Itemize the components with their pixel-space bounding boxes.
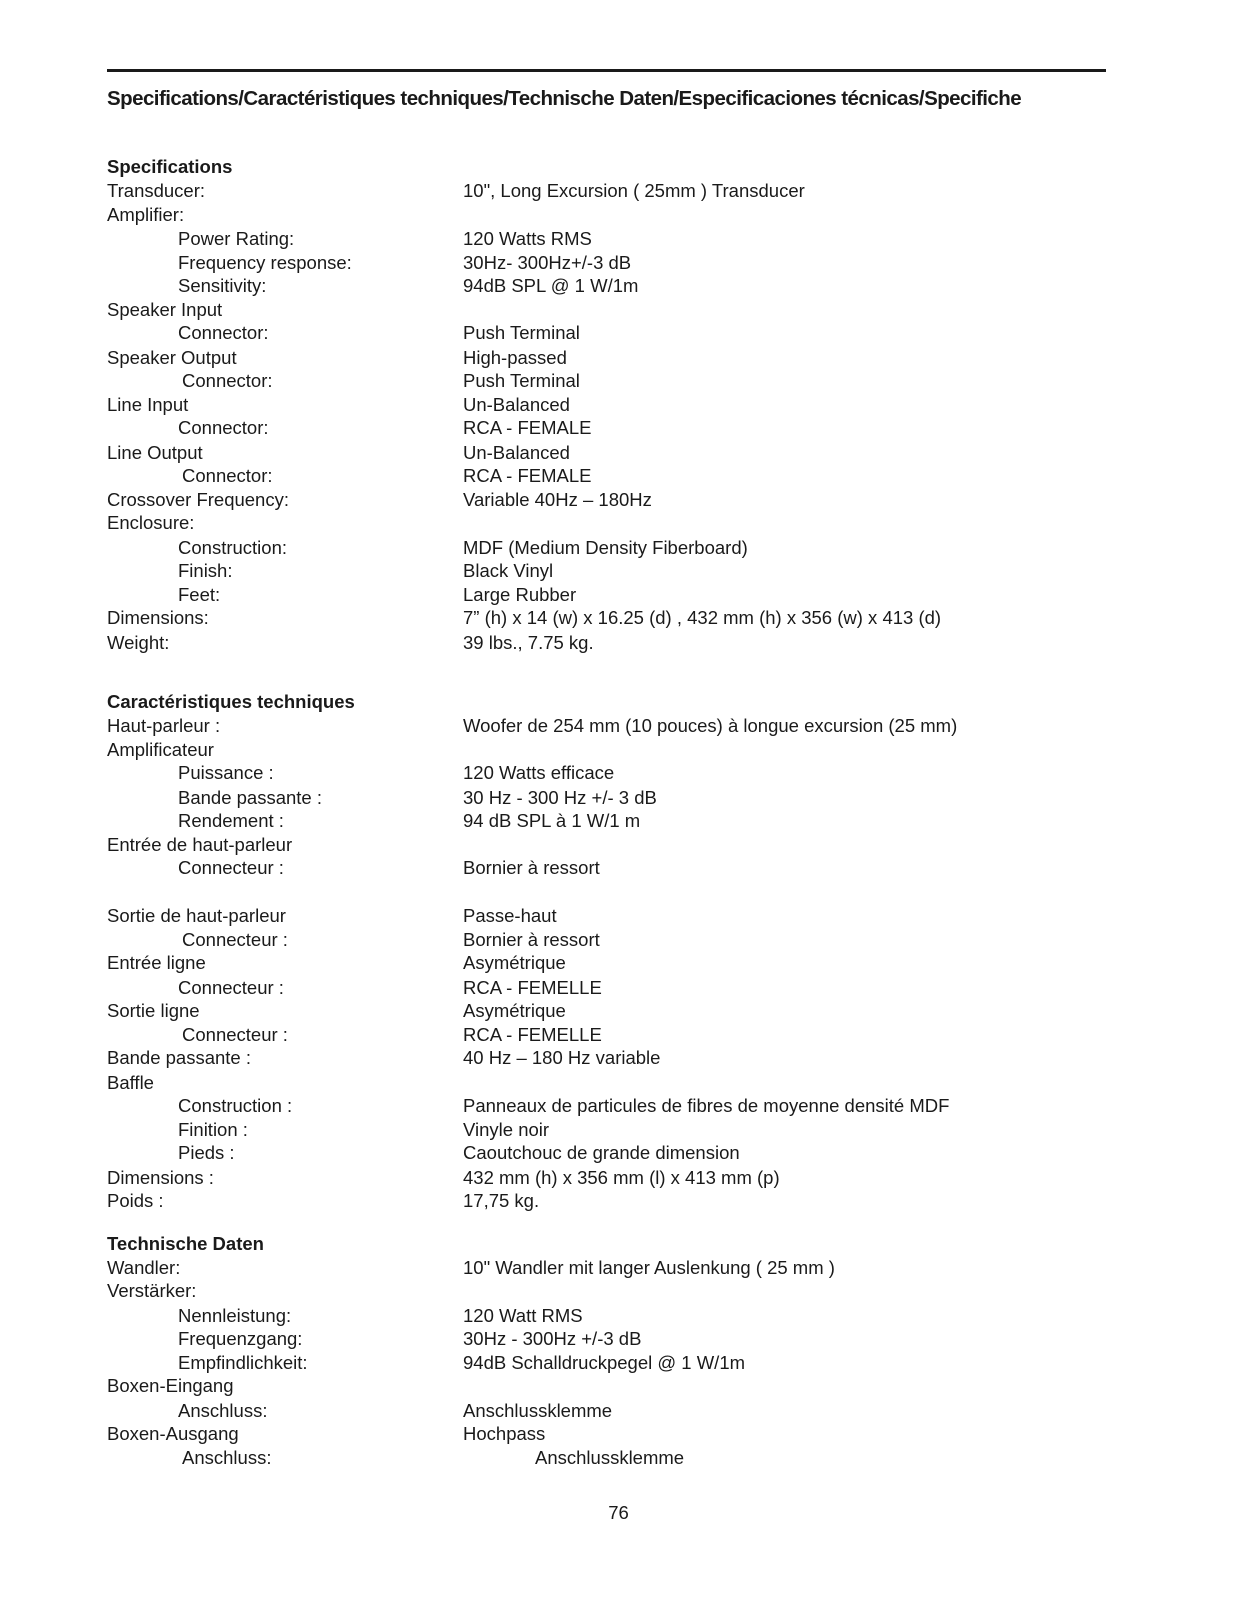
spec-label: Finish: — [178, 560, 233, 581]
spec-label: Amplifier: — [107, 204, 185, 225]
spec-value: 40 Hz – 180 Hz variable — [463, 1047, 661, 1068]
spec-value: Anschlussklemme — [535, 1447, 685, 1468]
spec-label: Wandler: — [107, 1257, 181, 1278]
spec-label: Puissance : — [178, 762, 274, 783]
spec-value: Panneaux de particules de fibres de moyenne densité MDF — [463, 1095, 950, 1116]
spec-value: 94dB SPL @ 1 W/1m — [463, 275, 639, 296]
spec-label: Anschluss: — [182, 1447, 272, 1468]
spec-label: Bande passante : — [178, 787, 322, 808]
spec-value: 30Hz- 300Hz+/-3 dB — [463, 252, 632, 273]
spec-label: Pieds : — [178, 1142, 235, 1163]
spec-label: Sortie de haut-parleur — [107, 905, 286, 926]
spec-value: Passe-haut — [463, 905, 557, 926]
spec-label: Bande passante : — [107, 1047, 251, 1068]
spec-value: 120 Watt RMS — [463, 1305, 583, 1326]
spec-value: 30Hz - 300Hz +/-3 dB — [463, 1328, 642, 1349]
spec-label: Weight: — [107, 632, 170, 653]
spec-value: 17,75 kg. — [463, 1190, 540, 1211]
section-heading-label: Caractéristiques techniques — [107, 691, 355, 712]
spec-value: Large Rubber — [463, 584, 577, 605]
spec-label: Frequenzgang: — [178, 1328, 303, 1349]
spec-label: Crossover Frequency: — [107, 489, 289, 510]
spec-value: MDF (Medium Density Fiberboard) — [463, 537, 748, 558]
spec-label: Connecteur : — [178, 857, 284, 878]
spec-label: Connector: — [182, 465, 273, 486]
spec-value: 10" Wandler mit langer Auslenkung ( 25 mm ) — [463, 1257, 835, 1278]
spec-label: Rendement : — [178, 810, 284, 831]
spec-label: Empfindlichkeit: — [178, 1352, 308, 1373]
spec-label: Connector: — [182, 370, 273, 391]
section-heading-label: Technische Daten — [107, 1233, 264, 1254]
spec-value: High-passed — [463, 347, 567, 368]
page-title: Specifications/Caractéristiques techniques/Technische Daten/Especificaciones técnicas/Specifiche — [107, 87, 1022, 110]
spec-value: Push Terminal — [463, 322, 580, 343]
spec-label: Haut-parleur : — [107, 715, 221, 736]
spec-value: Un-Balanced — [463, 442, 570, 463]
spec-value: 10", Long Excursion ( 25mm ) Transducer — [463, 180, 805, 201]
spec-value: Asymétrique — [463, 952, 566, 973]
spec-label: Connecteur : — [182, 1024, 288, 1045]
spec-label: Entrée ligne — [107, 952, 206, 973]
spec-label: Construction: — [178, 537, 287, 558]
spec-value: Anschlussklemme — [463, 1400, 613, 1421]
spec-label: Boxen-Ausgang — [107, 1423, 239, 1444]
spec-value: 39 lbs., 7.75 kg. — [463, 632, 594, 653]
page-number: 76 — [608, 1502, 629, 1523]
spec-label: Sortie ligne — [107, 1000, 200, 1021]
spec-label: Verstärker: — [107, 1280, 197, 1301]
spec-label: Sensitivity: — [178, 275, 267, 296]
spec-label: Poids : — [107, 1190, 164, 1211]
spec-label: Baffle — [107, 1072, 154, 1093]
spec-value: RCA - FEMALE — [463, 465, 592, 486]
spec-label: Connecteur : — [178, 977, 284, 998]
spec-value: Push Terminal — [463, 370, 580, 391]
spec-value: 30 Hz - 300 Hz +/- 3 dB — [463, 787, 657, 808]
spec-value: Woofer de 254 mm (10 pouces) à longue excursion (25 mm) — [463, 715, 958, 736]
spec-value: Black Vinyl — [463, 560, 554, 581]
spec-label: Connector: — [178, 322, 269, 343]
spec-value: Bornier à ressort — [463, 857, 600, 878]
spec-label: Frequency response: — [178, 252, 352, 273]
spec-label: Construction : — [178, 1095, 293, 1116]
spec-label: Anschluss: — [178, 1400, 268, 1421]
spec-label: Feet: — [178, 584, 221, 605]
spec-value: Bornier à ressort — [463, 929, 600, 950]
spec-label: Speaker Input — [107, 299, 223, 320]
spec-label: Dimensions : — [107, 1167, 214, 1188]
spec-label: Connecteur : — [182, 929, 288, 950]
spec-value: RCA - FEMELLE — [463, 977, 602, 998]
spec-value: Variable 40Hz – 180Hz — [463, 489, 652, 510]
spec-label: Transducer: — [107, 180, 206, 201]
spec-label: Connector: — [178, 417, 269, 438]
spec-label: Line Input — [107, 394, 189, 415]
spec-value: RCA - FEMALE — [463, 417, 592, 438]
spec-label: Nennleistung: — [178, 1305, 292, 1326]
spec-value: RCA - FEMELLE — [463, 1024, 602, 1045]
spec-label: Finition : — [178, 1119, 248, 1140]
top-rule — [107, 69, 1106, 72]
spec-label: Amplificateur — [107, 739, 214, 760]
spec-value: Un-Balanced — [463, 394, 570, 415]
spec-value: Asymétrique — [463, 1000, 566, 1021]
spec-label: Boxen-Eingang — [107, 1375, 234, 1396]
spec-label: Enclosure: — [107, 512, 195, 533]
spec-value: 94dB Schalldruckpegel @ 1 W/1m — [463, 1352, 746, 1373]
spec-value: Vinyle noir — [463, 1119, 550, 1140]
section-heading-label: Specifications — [107, 156, 233, 177]
spec-value: 120 Watts RMS — [463, 228, 592, 249]
spec-label: Line Output — [107, 442, 203, 463]
spec-value: 432 mm (h) x 356 mm (l) x 413 mm (p) — [463, 1167, 780, 1188]
spec-value: Caoutchouc de grande dimension — [463, 1142, 740, 1163]
spec-value: 94 dB SPL à 1 W/1 m — [463, 810, 641, 831]
spec-value: Hochpass — [463, 1423, 546, 1444]
spec-value: 7” (h) x 14 (w) x 16.25 (d) , 432 mm (h) x 356 (w) x 413 (d) — [463, 607, 942, 628]
spec-value: 120 Watts efficace — [463, 762, 615, 783]
spec-label: Speaker Output — [107, 347, 237, 368]
spec-label: Dimensions: — [107, 607, 209, 628]
spec-label: Power Rating: — [178, 228, 295, 249]
spec-label: Entrée de haut-parleur — [107, 834, 293, 855]
